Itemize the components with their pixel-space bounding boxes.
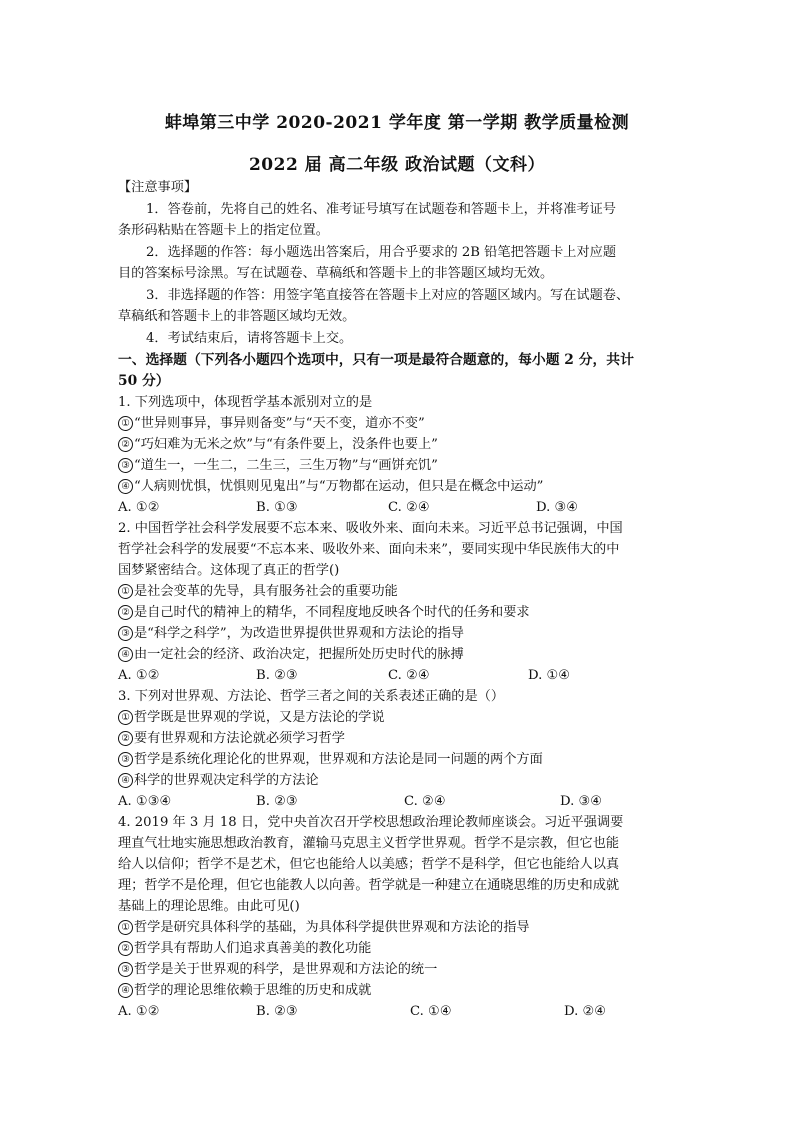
q1-option-d: D. ③④ bbox=[536, 500, 579, 515]
num-3-mark: ③ bbox=[118, 752, 133, 767]
num-3-mark: ③ bbox=[118, 962, 133, 977]
notice-line: 目的答案标号涂黑。写在试题卷、草稿纸和答题卡上的非答题区域均无效。 bbox=[118, 266, 554, 281]
q1-statement-2: ② “巧妇难为无米之炊”与“有条件要上，没条件也要上” bbox=[118, 435, 684, 455]
q1-option-b: B. ①③ bbox=[256, 500, 298, 515]
q1-statement-1: ① “世异则事异，事异则备变”与“天不变，道亦不变” bbox=[118, 414, 684, 434]
q3-option-d: D. ③④ bbox=[560, 794, 603, 809]
num-1-mark: ① bbox=[118, 920, 133, 935]
num-1-mark: ① bbox=[118, 584, 133, 599]
q2-option-b: B. ②③ bbox=[256, 668, 298, 683]
num-1-mark: ① bbox=[118, 416, 133, 431]
q4-stem-cont: 理；哲学不是伦理，但它也能教人以向善。哲学就是一种建立在通晓思维的历史和成就 bbox=[118, 878, 620, 893]
notice-heading: 【注意事项】 bbox=[118, 180, 198, 195]
q1-option-a: A. ①② bbox=[118, 500, 160, 515]
exam-title-line2: 2022 届 高二年级 政治试题（文科） bbox=[248, 155, 546, 175]
q3-statement-1: ① 哲学既是世界观的学说，又是方法论的学说 bbox=[118, 708, 684, 728]
q3-statement-3: ③ 哲学是系统化理论化的世界观，世界观和方法论是同一问题的两个方面 bbox=[118, 750, 684, 770]
num-3-mark: ③ bbox=[118, 626, 133, 641]
notice-line: 4．考试结束后，请将答题卡上交。 bbox=[146, 331, 353, 346]
num-2-mark: ② bbox=[118, 941, 133, 956]
q4-option-c: C. ①④ bbox=[410, 1004, 452, 1019]
q3-option-a: A. ①③④ bbox=[118, 794, 172, 809]
notice-line: 1．答卷前，先将自己的姓名、准考证号填写在试题卷和答题卡上，并将准考证号 bbox=[146, 202, 616, 217]
q4-statement-2: ② 哲学具有帮助人们追求真善美的教化功能 bbox=[118, 939, 684, 959]
exam-title-line1: 蚌埠第三中学 2020-2021 学年度 第一学期 教学质量检测 bbox=[164, 113, 630, 133]
q4-statement-3: ③ 哲学是关于世界观的科学，是世界观和方法论的统一 bbox=[118, 960, 684, 980]
num-4-mark: ④ bbox=[118, 983, 133, 998]
q4-option-d: D. ②④ bbox=[564, 1004, 607, 1019]
q1-option-c: C. ②④ bbox=[388, 500, 430, 515]
q4-statement-4: ④ 哲学的理论思维依赖于思维的历史和成就 bbox=[118, 981, 684, 1001]
q2-statement-2: ② 是自己时代的精神上的精华，不同程度地反映各个时代的任务和要求 bbox=[118, 603, 684, 623]
num-2-mark: ② bbox=[118, 605, 133, 620]
q4-stem-cont: 给人以信仰；哲学不是艺术，但它也能给人以美感；哲学不是科学，但它也能给人以真 bbox=[118, 857, 620, 872]
section-heading: 一、选择题（下列各小题四个选项中，只有一项是最符合题意的，每小题 2 分，共计 bbox=[118, 352, 634, 368]
num-4-mark: ④ bbox=[118, 773, 133, 788]
num-4-mark: ④ bbox=[118, 647, 133, 662]
q2-stem: 2. 中国哲学社会科学发展要不忘本来、吸收外来、面向未来。习近平总书记强调，中国 bbox=[118, 521, 623, 536]
q2-stem-cont: 哲学社会科学的发展要“不忘本来、吸收外来、面向未来”，要同实现中华民族伟大的中 bbox=[118, 542, 620, 557]
num-2-mark: ② bbox=[118, 731, 133, 746]
q4-stem-cont: 基础上的理论思维。由此可见() bbox=[118, 899, 300, 914]
q3-statement-2: ② 要有世界观和方法论就必须学习哲学 bbox=[118, 729, 684, 749]
notice-line: 2．选择题的作答：每小题选出答案后，用合乎要求的 2B 铅笔把答题卡上对应题 bbox=[146, 245, 617, 260]
q3-option-b: B. ②③ bbox=[256, 794, 298, 809]
q1-stem: 1. 下列选项中，体现哲学基本派别对立的是 bbox=[118, 395, 373, 410]
q4-option-b: B. ②③ bbox=[256, 1004, 298, 1019]
q1-statement-3: ③ “道生一，一生二，二生三，三生万物”与“画饼充饥” bbox=[118, 456, 684, 476]
num-4-mark: ④ bbox=[118, 479, 133, 494]
num-3-mark: ③ bbox=[118, 458, 133, 473]
q2-option-a: A. ①② bbox=[118, 668, 160, 683]
q2-option-d: D. ①④ bbox=[528, 668, 571, 683]
q4-statement-1: ① 哲学是研究具体科学的基础，为具体科学提供世界观和方法论的指导 bbox=[118, 918, 684, 938]
q2-statement-4: ④ 由一定社会的经济、政治决定，把握所处历史时代的脉搏 bbox=[118, 645, 684, 665]
q3-option-c: C. ②④ bbox=[404, 794, 446, 809]
q2-option-c: C. ②④ bbox=[388, 668, 430, 683]
notice-line: 草稿纸和答题卡上的非答题区域均无效。 bbox=[118, 309, 356, 324]
q2-statement-3: ③ 是“科学之科学”，为改造世界提供世界观和方法论的指导 bbox=[118, 624, 684, 644]
q4-stem-cont: 理直气壮地实施思想政治教育，灌输马克思主义哲学世界观。哲学不是宗教，但它也能 bbox=[118, 836, 620, 851]
num-1-mark: ① bbox=[118, 710, 133, 725]
section-heading-cont: 50 分） bbox=[118, 373, 170, 389]
q2-statement-1: ① 是社会变革的先导，具有服务社会的重要功能 bbox=[118, 582, 684, 602]
q3-stem: 3. 下列对世界观、方法论、哲学三者之间的关系表述正确的是（） bbox=[118, 689, 505, 704]
num-2-mark: ② bbox=[118, 437, 133, 452]
q4-stem: 4. 2019 年 3 月 18 日，党中央首次召开学校思想政治理论教师座谈会。习近平强调要 bbox=[118, 815, 624, 830]
q4-option-a: A. ①② bbox=[118, 1004, 160, 1019]
notice-line: 3．非选择题的作答：用签字笔直接答在答题卡上对应的答题区域内。写在试题卷、 bbox=[146, 288, 630, 303]
q2-stem-cont: 国梦紧密结合。这体现了真正的哲学() bbox=[118, 563, 340, 578]
q3-statement-4: ④ 科学的世界观决定科学的方法论 bbox=[118, 771, 684, 791]
notice-line: 条形码粘贴在答题卡上的指定位置。 bbox=[118, 223, 329, 238]
q1-statement-4: ④ “人病则忧惧，忧惧则见鬼出”与“万物都在运动，但只是在概念中运动” bbox=[118, 477, 684, 497]
